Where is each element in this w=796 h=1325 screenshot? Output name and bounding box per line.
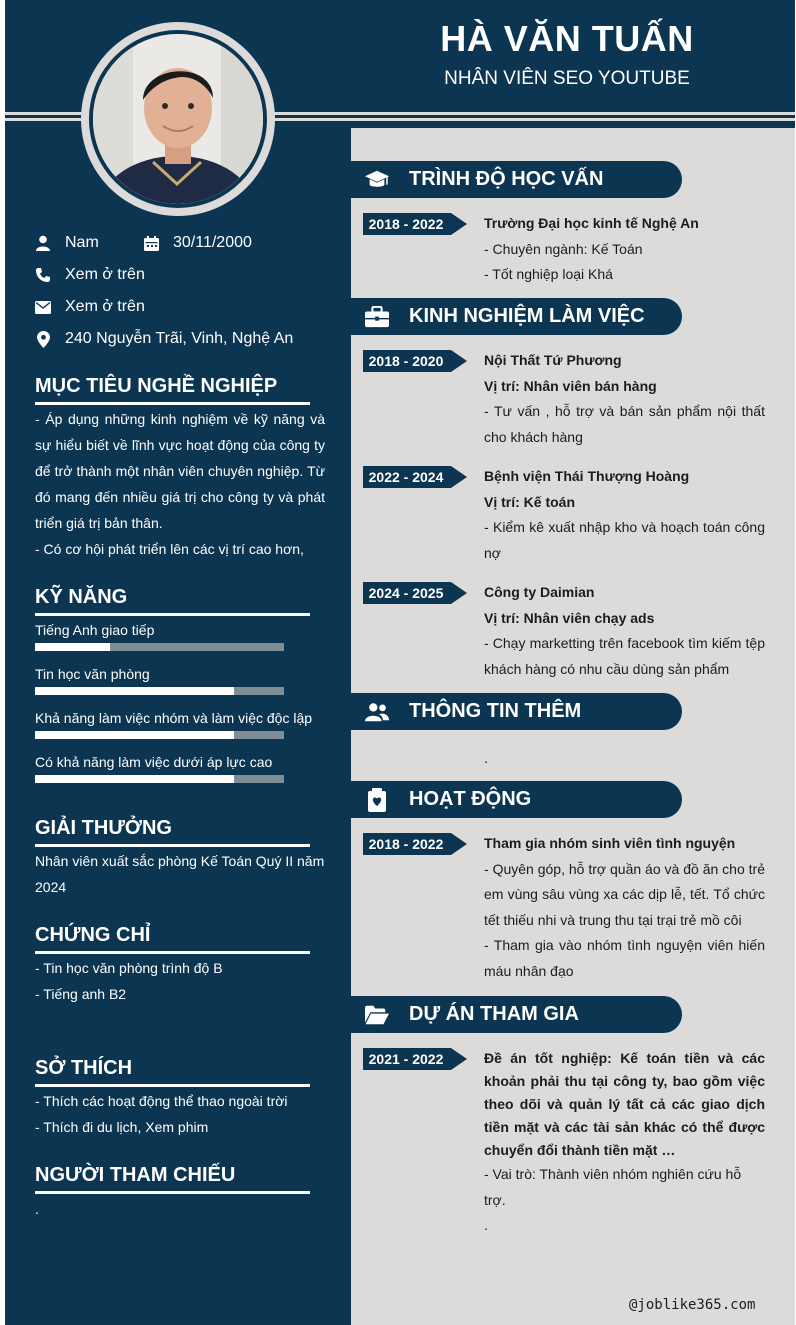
experience-date-tag	[363, 350, 467, 372]
experience-position: Vị trí: Nhân viên chạy ads	[484, 609, 655, 626]
activity-detail: - Quyên góp, hỗ trợ quần áo và đồ ăn cho trẻ em vùng sâu vùng xa các dịp lễ, tết. Tổ chức tết thiếu nhi và trung thu tại trại trẻ mồ côi	[484, 860, 765, 928]
contact-birthday	[143, 234, 252, 252]
education-detail: - Chuyên ngành: Kế Toán	[484, 240, 643, 257]
experience-company: Công ty Daimian	[484, 584, 595, 600]
contact-email	[35, 298, 145, 316]
education-title: TRÌNH ĐỘ HỌC VẤN	[409, 168, 604, 190]
project-detail: - Vai trò: Thành viên nhóm nghiên cứu hỗ trợ.	[484, 1166, 742, 1208]
briefcase-icon	[365, 305, 389, 329]
projects-title: DỰ ÁN THAM GIA	[409, 1003, 579, 1025]
objective-line: - Áp dụng những kinh nghiệm về kỹ năng và sự hiểu biết về lĩnh vực hoạt động của công ty để trở thành một nhân viên chuyên nghiệp. Từ đó mang đến nhiều giá trị cho công ty và phát triển giá trị bản thân.	[35, 411, 325, 531]
skill-bar-fill	[35, 687, 234, 695]
references-text: .	[35, 1201, 39, 1217]
skill-label: Có khả năng làm việc dưới áp lực cao	[35, 754, 273, 770]
skills-rule	[35, 613, 310, 616]
cv-page	[5, 0, 795, 1325]
candidate-role: NHÂN VIÊN SEO YOUTUBE	[444, 68, 690, 89]
phone-icon	[35, 267, 51, 283]
calendar-icon	[143, 235, 159, 251]
certificate-item: - Tin học văn phòng trình độ B	[35, 960, 223, 976]
skill-bar-fill	[35, 731, 234, 739]
skill-bar	[35, 687, 284, 695]
experience-desc: - Tư vấn , hỗ trợ và bán sản phẩm nội thất cho khách hàng	[484, 403, 765, 445]
skill-bar	[35, 775, 284, 783]
objective-line: - Có cơ hội phát triển lên các vị trí cao hơn,	[35, 541, 304, 557]
projects-header	[351, 996, 682, 1033]
folder-open-icon	[365, 1003, 389, 1027]
contact-phone	[35, 266, 145, 284]
experience-desc: - Kiểm kê xuất nhập kho và hoạch toán công nợ	[484, 519, 765, 561]
project-date-tag	[363, 1048, 467, 1070]
skill-bar	[35, 731, 284, 739]
project-detail: .	[484, 1217, 488, 1234]
certificates-rule	[35, 951, 310, 954]
experience-position: Vị trí: Nhân viên bán hàng	[484, 377, 657, 394]
address-value: 240 Nguyễn Trãi, Vinh, Nghệ An	[65, 330, 294, 347]
hobbies-title: SỞ THÍCH	[35, 1057, 133, 1079]
hobby-item: - Thích đi du lịch, Xem phim	[35, 1119, 209, 1135]
activity-name: Tham gia nhóm sinh viên tình nguyện	[484, 835, 736, 851]
extra-title: THÔNG TIN THÊM	[409, 700, 582, 722]
skill-label: Tiếng Anh giao tiếp	[35, 622, 155, 638]
hobbies-rule	[35, 1084, 310, 1087]
project-entry	[484, 1047, 765, 1239]
education-entry	[484, 211, 765, 288]
phone-value: Xem ở trên	[65, 266, 145, 283]
objective-text	[35, 406, 325, 562]
certificate-item: - Tiếng anh B2	[35, 986, 127, 1002]
project-date: 2021 - 2022	[368, 1051, 444, 1067]
awards-title: GIẢI THƯỞNG	[35, 817, 172, 839]
experience-date: 2022 - 2024	[368, 469, 444, 485]
experience-entry	[484, 580, 765, 682]
education-school: Trường Đại học kinh tế Nghệ An	[484, 215, 699, 231]
references-title: NGƯỜI THAM CHIẾU	[35, 1164, 236, 1186]
objective-title: MỤC TIÊU NGHỀ NGHIỆP	[35, 375, 278, 397]
hobby-item: - Thích các hoạt động thể thao ngoài trời	[35, 1093, 288, 1109]
awards-text: Nhân viên xuất sắc phòng Kế Toán Quý II năm 2024	[35, 853, 325, 895]
certificates-list	[35, 955, 325, 1007]
education-header	[351, 161, 682, 198]
envelope-icon	[35, 299, 51, 315]
skill-label: Khả năng làm việc nhóm và làm việc độc lập	[35, 710, 313, 726]
experience-date: 2024 - 2025	[368, 585, 444, 601]
email-value: Xem ở trên	[65, 298, 145, 315]
experience-date-tag	[363, 466, 467, 488]
objective-rule	[35, 402, 310, 405]
birthday-value: 30/11/2000	[173, 234, 252, 251]
certificates-title: CHỨNG CHỈ	[35, 924, 151, 946]
experience-entry	[484, 464, 765, 566]
contact-gender	[35, 234, 99, 252]
activity-detail: - Tham gia vào nhóm tình nguyện viên hiến máu nhân đạo	[484, 937, 765, 979]
project-name: Đề án tốt nghiệp: Kế toán tiền và các khoản phải thu tại công ty, bao gồm việc theo dõi và quản lý tất cả các giao dịch tiền mặt và các tài sản khác có thể được chuyển đổi thành tiền mặt …	[484, 1050, 765, 1158]
activities-title: HOẠT ĐỘNG	[409, 788, 532, 810]
activity-date: 2018 - 2022	[368, 836, 444, 852]
skill-bar-fill	[35, 775, 234, 783]
experience-date: 2018 - 2020	[368, 353, 444, 369]
contact-address	[35, 330, 293, 348]
badge-heart-icon	[365, 788, 389, 812]
experience-company: Nội Thất Tứ Phương	[484, 352, 622, 368]
users-icon	[365, 700, 389, 724]
experience-desc: - Chạy marketting trên facebook tìm kiếm tệp khách hàng có nhu cầu dùng sản phẩm	[484, 635, 765, 677]
skill-label: Tin học văn phòng	[35, 666, 150, 682]
hobbies-list	[35, 1088, 325, 1140]
experience-position: Vị trí: Kế toán	[484, 493, 576, 510]
skill-bar	[35, 643, 284, 651]
education-date-tag	[363, 213, 467, 235]
avatar	[93, 34, 263, 204]
activity-entry	[484, 831, 765, 985]
education-date: 2018 - 2022	[368, 216, 444, 232]
graduation-cap-icon	[365, 168, 389, 192]
experience-date-tag	[363, 582, 467, 604]
map-pin-icon	[35, 331, 51, 347]
references-rule	[35, 1191, 310, 1194]
experience-header	[351, 298, 682, 335]
extra-text: .	[484, 750, 488, 766]
experience-company: Bệnh viện Thái Thượng Hoàng	[484, 468, 690, 484]
skills-title: KỸ NĂNG	[35, 586, 128, 608]
activity-date-tag	[363, 833, 467, 855]
experience-entry	[484, 348, 765, 450]
skill-bar-fill	[35, 643, 110, 651]
user-icon	[35, 235, 51, 251]
awards-rule	[35, 844, 310, 847]
experience-title: KINH NGHIỆM LÀM VIỆC	[409, 305, 645, 327]
watermark: @joblike365.com	[629, 1297, 756, 1313]
activities-header	[351, 781, 682, 818]
candidate-name: HÀ VĂN TUẤN	[440, 18, 694, 59]
education-detail: - Tốt nghiệp loại Khá	[484, 266, 613, 283]
extra-header	[351, 693, 682, 730]
gender-value: Nam	[65, 234, 99, 251]
